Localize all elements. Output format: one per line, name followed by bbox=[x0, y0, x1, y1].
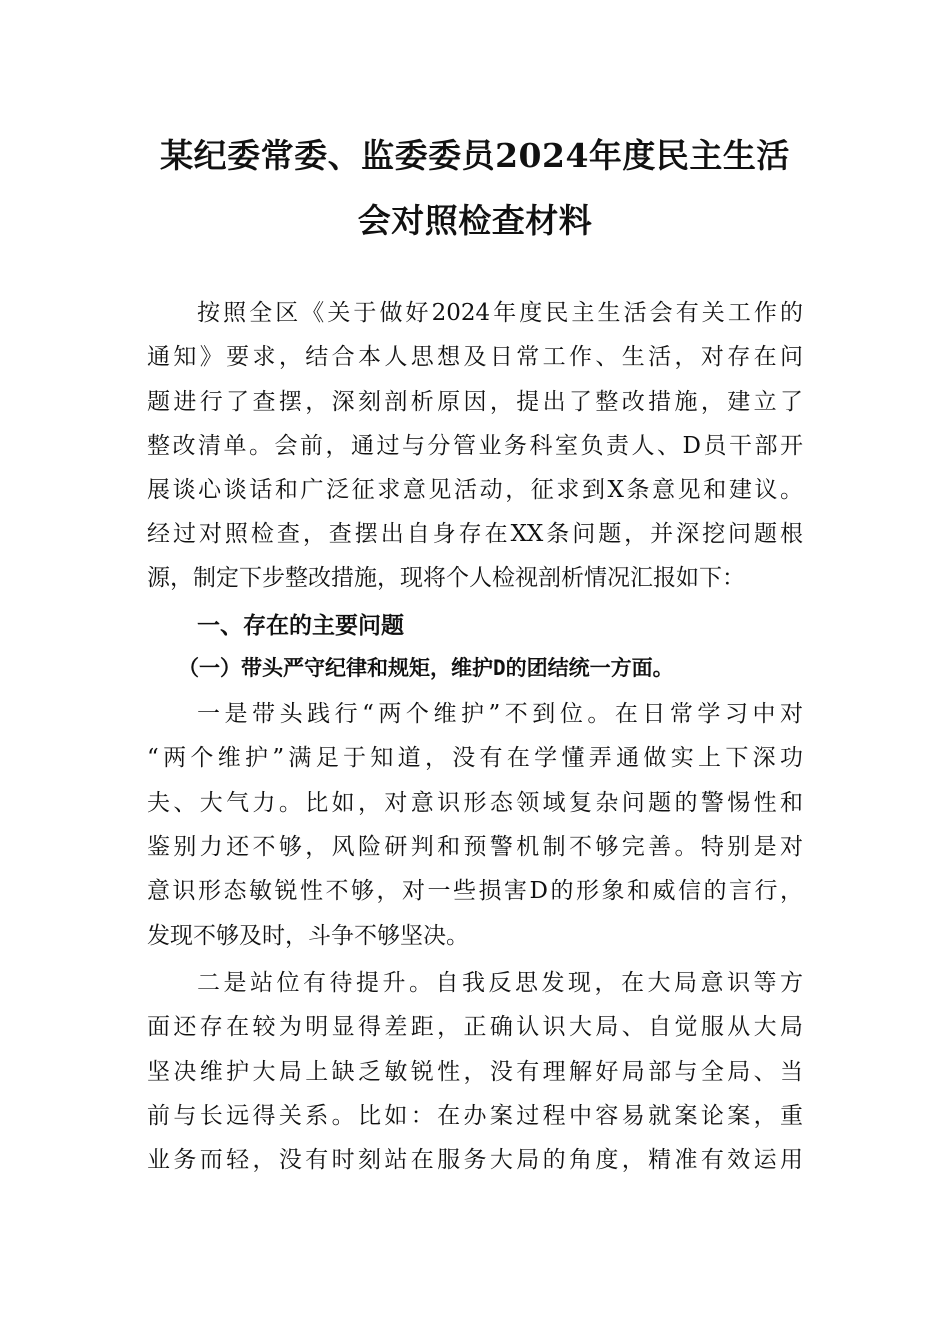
paragraph-line: 展谈心谈话和广泛征求意见活动，征求到X条意见和建议。 bbox=[147, 477, 803, 503]
paragraph-line: “两个维护”满足于知道，没有在学懂弄通做实上下深功 bbox=[147, 745, 803, 771]
paragraph-line: 源，制定下步整改措施，现将个人检视剖析情况汇报如下： bbox=[147, 565, 745, 591]
paragraph-line: 鉴别力还不够，风险研判和预警机制不够完善。特别是对 bbox=[147, 834, 803, 860]
paragraph-line: 发现不够及时，斗争不够坚决。 bbox=[147, 923, 469, 949]
subsection-heading: （一）带头严守纪律和规矩，维护D的团结统一方面。 bbox=[178, 656, 674, 680]
paragraph-line: 夫、大气力。比如，对意识形态领域复杂问题的警惕性和 bbox=[147, 790, 803, 816]
paragraph-line: 题进行了查摆，深刻剖析原因，提出了整改措施，建立了 bbox=[147, 389, 803, 415]
paragraph-line: 意识形态敏锐性不够，对一些损害D的形象和威信的言行， bbox=[147, 878, 803, 904]
document-title-line-2: 会对照检查材料 bbox=[357, 201, 593, 240]
paragraph-line: 面还存在较为明显得差距，正确认识大局、自觉服从大局 bbox=[147, 1014, 803, 1040]
paragraph-line: 业务而轻，没有时刻站在服务大局的角度，精准有效运用 bbox=[147, 1147, 803, 1173]
paragraph-line: 二是站位有待提升。自我反思发现，在大局意识等方 bbox=[197, 970, 803, 996]
section-heading: 一、存在的主要问题 bbox=[197, 613, 404, 639]
document-title-line-1: 某纪委常委、监委委员2024年度民主生活 bbox=[160, 136, 790, 175]
paragraph-line: 按照全区《关于做好2024年度民主生活会有关工作的 bbox=[197, 300, 803, 326]
paragraph-line: 整改清单。会前，通过与分管业务科室负责人、D员干部开 bbox=[147, 433, 803, 459]
paragraph-line: 前与长远得关系。比如：在办案过程中容易就案论案，重 bbox=[147, 1103, 803, 1129]
paragraph-line: 通知》要求，结合本人思想及日常工作、生活，对存在问 bbox=[147, 344, 803, 370]
paragraph-line: 经过对照检查，查摆出自身存在XX条问题，并深挖问题根 bbox=[147, 521, 803, 547]
paragraph-line: 坚决维护大局上缺乏敏锐性，没有理解好局部与全局、当 bbox=[147, 1059, 803, 1085]
paragraph-line: 一是带头践行“两个维护”不到位。在日常学习中对 bbox=[197, 701, 803, 727]
